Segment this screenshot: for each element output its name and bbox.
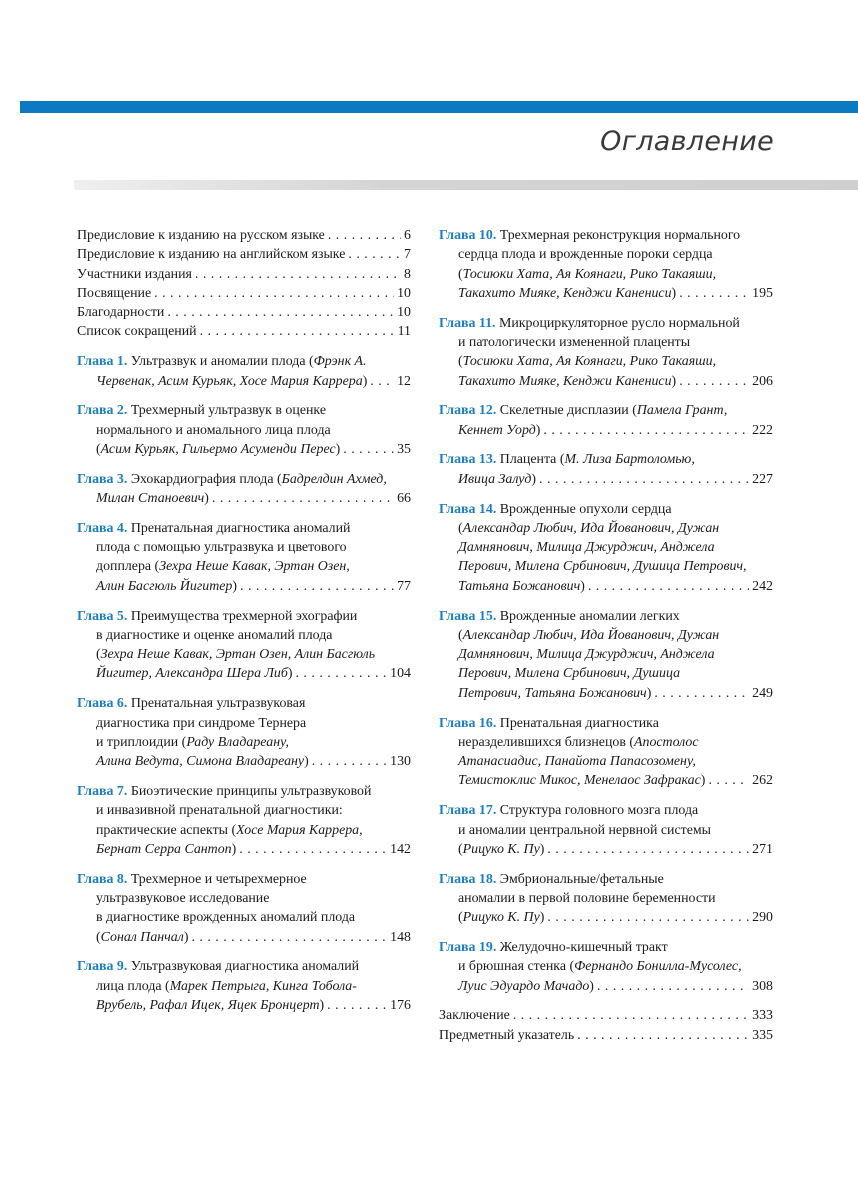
toc-chapter-13[interactable]: Глава 13. Плацента (М. Лиза Бартоломью, Ивица Залуд) . . . 227	[439, 450, 773, 489]
toc-chapter-12[interactable]: Глава 12. Скелетные дисплазии (Памела Грант, Кеннет Уорд) . . . 222	[439, 401, 773, 440]
toc-chapter-17[interactable]: Глава 17. Структура головного мозга плода и аномалии центральной нервной системы (Рицуко К. Пу) . . . 271	[439, 801, 773, 859]
toc-chapter-14[interactable]: Глава 14. Врожденные опухоли сердца (Александар Любич, Ида Йованович, Дужан Дамнянович, Милица Джурджич, Анджела Перович, Милена Србинович, Душица Петрович, Татьяна Божанович) . . . 242	[439, 500, 773, 596]
toc-entry[interactable]: Список сокращений . . . 11	[77, 322, 411, 341]
toc-chapter-15[interactable]: Глава 15. Врожденные аномалии легких (Александар Любич, Ида Йованович, Дужан Дамнянович, Милица Джурджич, Анджела Перович, Милена Србинович, Душица Петрович, Татьяна Божанович) . . . 249	[439, 607, 773, 703]
top-blue-bar	[20, 101, 858, 113]
toc-entry[interactable]: Предисловие к изданию на русском языке . . . 6	[77, 226, 411, 245]
toc-chapter-4[interactable]: Глава 4. Пренатальная диагностика аномалий плода с помощью ультразвука и цветового допплера (Зехра Неше Кавак, Эртан Озен, Алин Басгюль Йигитер) . . . 77	[77, 519, 411, 596]
toc-chapter-5[interactable]: Глава 5. Преимущества трехмерной эхографии в диагностике и оценке аномалий плода (Зехра Неше Кавак, Эртан Озен, Алин Басгюль Йигитер, Александра Шера Либ) . . . 104	[77, 607, 411, 684]
toc-chapter-11[interactable]: Глава 11. Микроциркуляторное русло нормальной и патологически измененной плаценты (Тосиюки Хата, Ая Коянаги, Рико Такаяши, Такахито Мияке, Кенджи Канениси) . . . 206	[439, 314, 773, 391]
toc-right-column	[439, 226, 773, 1045]
toc-entry[interactable]: Благодарности . . . 10	[77, 303, 411, 322]
toc-entry[interactable]: Предисловие к изданию на английском языке . . . 7	[77, 245, 411, 264]
page-title: Оглавление	[600, 126, 774, 157]
toc-chapter-19[interactable]: Глава 19. Желудочно-кишечный тракт и брюшная стенка (Фернандо Бонилла-Мусолес, Луис Эдуардо Мачадо) . . . 308	[439, 938, 773, 996]
toc-chapter-10[interactable]: Глава 10. Трехмерная реконструкция нормального сердца плода и врожденные пороки сердца (Тосиюки Хата, Ая Коянаги, Рико Такаяши, Такахито Мияке, Кенджи Канениси) . . . 195	[439, 226, 773, 303]
toc-entry[interactable]: Участники издания . . . 8	[77, 265, 411, 284]
toc-chapter-16[interactable]: Глава 16. Пренатальная диагностика неразделившихся близнецов (Апостолос Атанасиадис, Панайота Папасозомену, Темистоклис Микос, Менелаос Зафракас) . . . 262	[439, 714, 773, 791]
toc-entry[interactable]: Предметный указатель . . . 335	[439, 1026, 773, 1045]
toc-chapter-6[interactable]: Глава 6. Пренатальная ультразвуковая диагностика при синдроме Тернера и триплоидии (Раду Владареану, Алина Ведута, Симона Владареану) . . . 130	[77, 694, 411, 771]
toc-chapter-1[interactable]: Глава 1. Ультразвук и аномалии плода (Фрэнк А. Червенак, Асим Курьяк, Хосе Мария Каррера) . . . 12	[77, 352, 411, 391]
toc-chapter-7[interactable]: Глава 7. Биоэтические принципы ультразвуковой и инвазивной пренатальной диагностики: практические аспекты (Хосе Мария Каррера, Бернат Серра Сантоп) . . . 142	[77, 782, 411, 859]
toc-entry[interactable]: Посвящение . . . 10	[77, 284, 411, 303]
toc-chapter-9[interactable]: Глава 9. Ультразвуковая диагностика аномалий лица плода (Марек Петрыга, Кинга Тобола- Врубель, Рафал Ицек, Яцек Бронцерт) . . . 176	[77, 957, 411, 1015]
toc-chapter-18[interactable]: Глава 18. Эмбриональные/фетальные аномалии в первой половине беременности (Рицуко К. Пу) . . . 290	[439, 870, 773, 928]
toc-left-column	[77, 226, 411, 1026]
toc-entry[interactable]: Заключение . . . 333	[439, 1006, 773, 1025]
toc-chapter-2[interactable]: Глава 2. Трехмерный ультразвук в оценке нормального и аномального лица плода (Асим Курьяк, Гильермо Асуменди Перес) . . . 35	[77, 401, 411, 459]
toc-chapter-8[interactable]: Глава 8. Трехмерное и четырехмерное ультразвуковое исследование в диагностике врожденных аномалий плода (Сонал Панчал) . . . 148	[77, 870, 411, 947]
toc-chapter-3[interactable]: Глава 3. Эхокардиография плода (Бадрелдин Ахмед, Милан Станоевич) . . . 66	[77, 470, 411, 509]
title-underline-bar	[74, 180, 858, 190]
